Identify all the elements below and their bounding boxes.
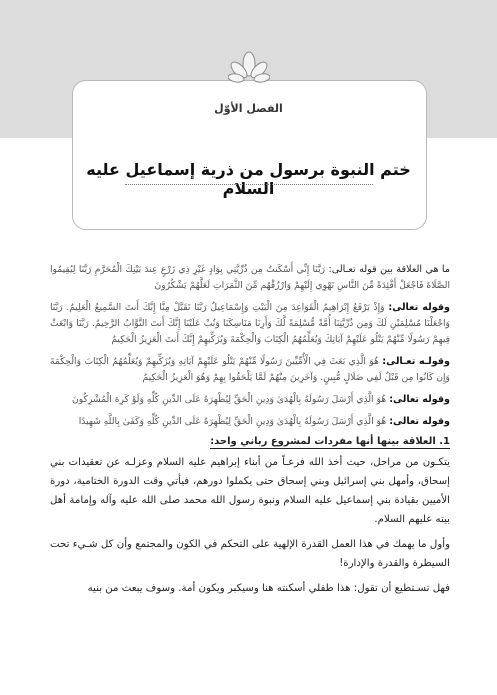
lotus-ornament-icon: [228, 50, 270, 92]
paragraph-lead: وقوله تعالى:: [389, 416, 450, 427]
body-paragraph-1: يتكـون من مراحل، حيث أخذ الله فرعـاً من أبناء إبراهيم عليه السلام وعزلـه عن تعقيدات بني إسحاق، وأمهل بني إسرائيل وبني إسحاق حتى يكملوا دورهم، فيأتي وقت الدورة الختامية، دورة الأميين بقيادة بني إسماعيل عليه السلام ونبوة رسول الله محمد صلى الله عليه وآله وإمامة أهل بيته عليهم السلام.: [50, 457, 450, 525]
quran-verse: هُوَ الَّذِي أَرْسَلَ رَسُولَهُ بِالْهُدَىٰ وَدِينِ الْحَقِّ لِيُظْهِرَهُ عَلَى الدِّينِ كُلِّهِ وَكَفَىٰ بِاللَّهِ شَهِيدًا: [78, 416, 387, 427]
quran-verse: هُوَ الَّذِي بَعَثَ فِي الْأُمِّيِّينَ رَسُولًا مِّنْهُمْ يَتْلُو عَلَيْهِمْ آيَاتِهِ وَيُزَكِّيهِمْ وَيُعَلِّمُهُمُ الْكِتَابَ وَالْحِكْمَةَ وَإِن كَانُوا مِن قَبْلُ لَفِي ضَلَالٍ مُّبِينٍ. وَآخَرِينَ مِنْهُمْ لَمَّا يَلْحَقُوا بِهِمْ وَهُوَ الْعَزِيزُ الْحَكِيمُ: [50, 356, 450, 383]
page-content: [50, 262, 450, 604]
paragraph-1: [50, 262, 450, 294]
paragraph-lead: ما هي العلاقة بين قوله تعـالى:: [328, 264, 450, 275]
paragraph-2: [50, 300, 450, 348]
quran-verse: رَبَّنَا إِنِّي أَسْكَنتُ مِن ذُرِّيَّتِي بِوَادٍ غَيْرِ ذِي زَرْعٍ عِندَ بَيْتِكَ الْمُحَرَّمِ رَبَّنَا لِيُقِيمُوا الصَّلَاةَ فَاجْعَلْ أَفْئِدَةً مِّنَ النَّاسِ تَهْوِي إِلَيْهِمْ وَارْزُقْهُم مِّنَ الثَّمَرَاتِ لَعَلَّهُمْ يَشْكُرُونَ: [50, 264, 450, 291]
paragraph-lead: وقوله تعالى:: [388, 302, 450, 313]
quran-verse: هُوَ الَّذِي أَرْسَلَ رَسُولَهُ بِالْهُدَىٰ وَدِينِ الْحَقِّ لِيُظْهِرَهُ عَلَى الدِّينِ كُلِّهِ وَلَوْ كَرِهَ الْمُشْرِكُونَ: [72, 394, 387, 405]
paragraph-3: [50, 354, 450, 386]
paragraph-5: [50, 414, 450, 430]
paragraph-lead: وقولـه تعـالى:: [382, 356, 451, 367]
quran-verse: وَإِذْ يَرْفَعُ إِبْرَاهِيمُ الْقَوَاعِدَ مِنَ الْبَيْتِ وَإِسْمَاعِيلُ رَبَّنَا تَقَبَّلْ مِنَّا إِنَّكَ أَنتَ السَّمِيعُ الْعَلِيمُ. رَبَّنَا وَاجْعَلْنَا مُسْلِمَيْنِ لَكَ وَمِن ذُرِّيَّتِنَا أُمَّةً مُّسْلِمَةً لَّكَ وَأَرِنَا مَنَاسِكَنَا وَتُبْ عَلَيْنَا إِنَّكَ أَنتَ التَّوَّابُ الرَّحِيمُ. رَبَّنَا وَابْعَثْ فِيهِمْ رَسُولًا مِّنْهُمْ يَتْلُو عَلَيْهِمْ آيَاتِكَ وَيُعَلِّمُهُمُ الْكِتَابَ وَالْحِكْمَةَ وَيُزَكِّيهِمْ إِنَّكَ أَنتَ الْعَزِيزُ الْحَكِيمُ: [50, 302, 450, 345]
section-heading-text: 1. العلاقة بينها أنها مفردات لمشروع رباني واحد:: [210, 436, 450, 447]
paragraph-4: [50, 392, 450, 408]
body-paragraph-2: وأول ما يهمك في هذا العمل القدرة الإلهية على التحكم في الكون والمجتمع وأن كل شـيء تحت السيطرة والقدرة والإدارة!: [50, 539, 450, 569]
chapter-label: الفصل الأوّل: [214, 102, 283, 115]
paragraph-lead: وقوله تعالى:: [389, 394, 450, 405]
title-underline: [125, 184, 373, 185]
chapter-title: ختم النبوة برسول من ذرية إسماعيل عليه السلام: [86, 160, 411, 198]
body-paragraph-3: فهل تسـتطيع أن تقول: هذا طفلي أسكنته هنا وسيكبر ويكون أمة. وسوف يبعث من بنيه: [87, 583, 450, 594]
section-heading: [50, 436, 450, 447]
